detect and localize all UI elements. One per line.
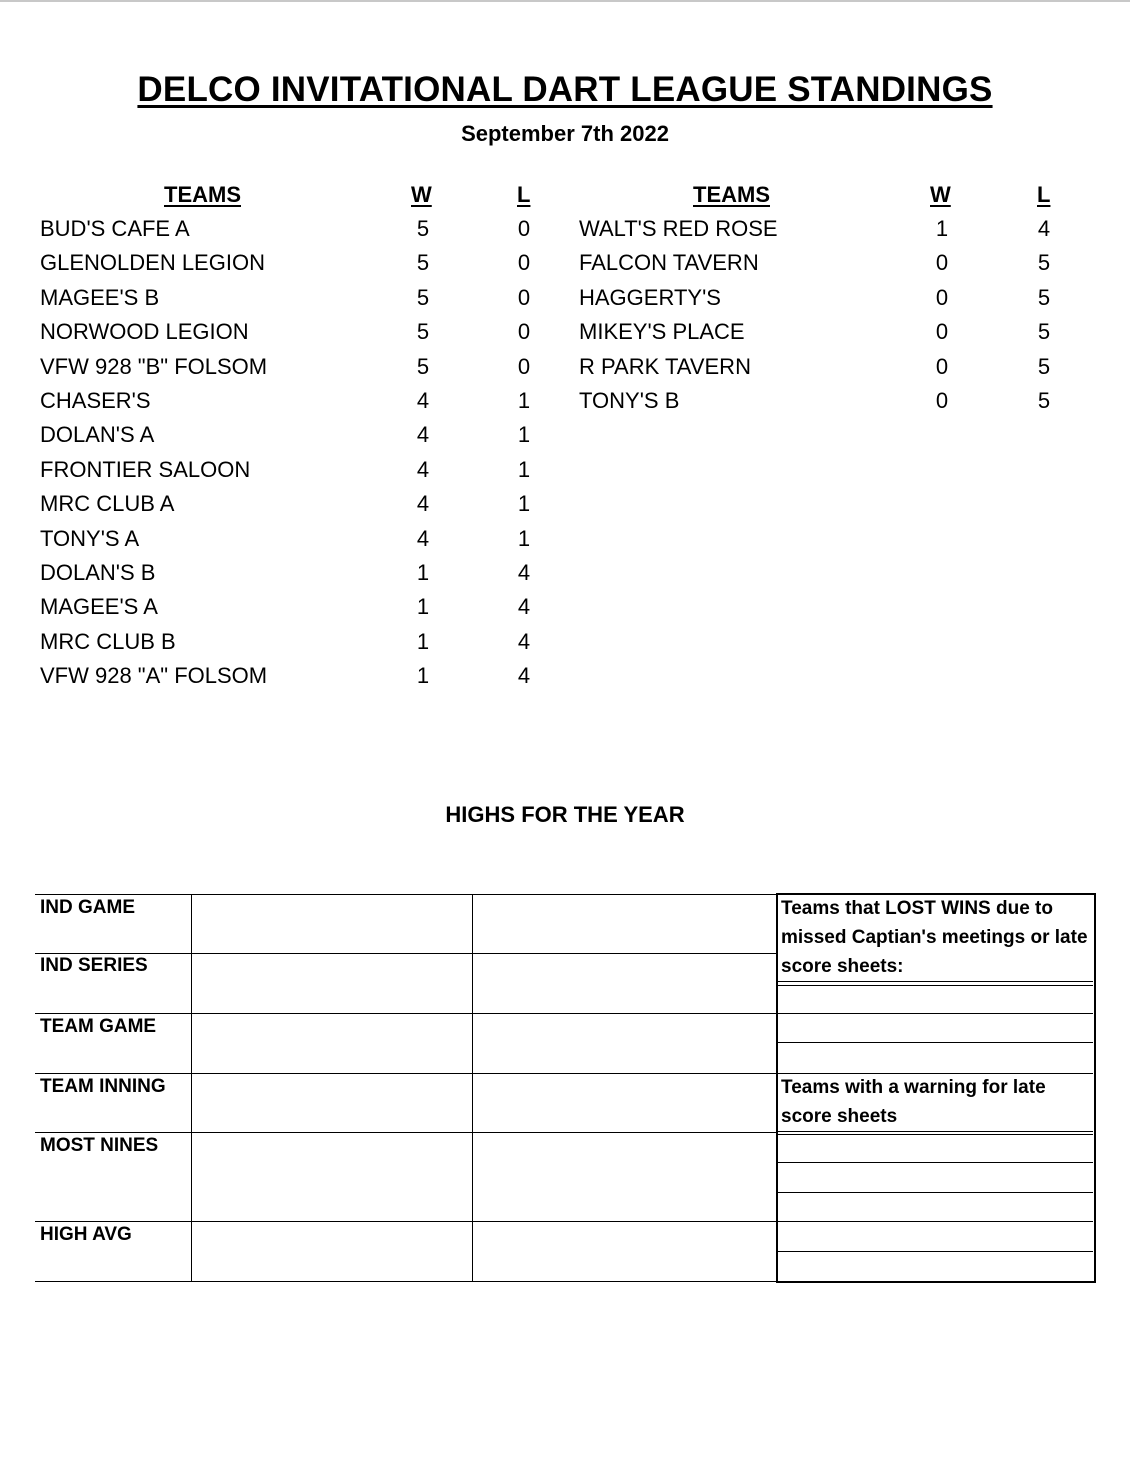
left-team-wins: 1 xyxy=(416,594,430,619)
right-team-wins: 0 xyxy=(935,354,949,379)
highs-line-top xyxy=(35,894,777,895)
left-team-losses: 0 xyxy=(517,319,531,344)
highs-line xyxy=(35,1132,777,1133)
page-date: September 7th 2022 xyxy=(461,121,669,146)
side-line xyxy=(778,1042,1093,1043)
left-team-name: TONY'S A xyxy=(40,526,140,551)
right-teams-header: TEAMS xyxy=(693,182,770,207)
highs-row-label: HIGH AVG xyxy=(40,1224,132,1245)
left-w-header: W xyxy=(411,182,432,207)
left-team-losses: 1 xyxy=(517,388,531,413)
side-line xyxy=(778,1192,1093,1193)
left-team-losses: 1 xyxy=(517,422,531,447)
left-team-wins: 1 xyxy=(416,560,430,585)
side-line xyxy=(778,1251,1093,1252)
side-line xyxy=(778,1162,1093,1163)
side-line xyxy=(778,985,1093,986)
right-team-name: R PARK TAVERN xyxy=(579,354,751,379)
side-line xyxy=(778,1131,1093,1132)
highs-line-bottom xyxy=(35,1281,777,1282)
left-team-wins: 1 xyxy=(416,663,430,688)
left-team-name: MAGEE'S A xyxy=(40,594,158,619)
left-team-wins: 4 xyxy=(416,422,430,447)
left-team-name: GLENOLDEN LEGION xyxy=(40,250,265,275)
warning-note: Teams with a warning for late score sheets xyxy=(781,1077,1046,1127)
right-team-name: HAGGERTY'S xyxy=(579,285,721,310)
right-team-wins: 0 xyxy=(935,388,949,413)
highs-col-divider xyxy=(472,894,473,1282)
left-team-losses: 0 xyxy=(517,354,531,379)
left-team-name: CHASER'S xyxy=(40,388,151,413)
right-l-header: L xyxy=(1037,182,1051,207)
highs-row-label: TEAM INNING xyxy=(40,1076,166,1097)
left-team-losses: 4 xyxy=(517,594,531,619)
right-team-name: TONY'S B xyxy=(579,388,680,413)
highs-row-label: TEAM GAME xyxy=(40,1016,157,1037)
left-team-wins: 4 xyxy=(416,526,430,551)
left-team-losses: 4 xyxy=(517,629,531,654)
right-team-wins: 0 xyxy=(935,250,949,275)
right-team-name: FALCON TAVERN xyxy=(579,250,759,275)
highs-line xyxy=(35,1073,777,1074)
right-team-wins: 0 xyxy=(935,285,949,310)
left-l-header: L xyxy=(517,182,531,207)
left-team-losses: 0 xyxy=(517,250,531,275)
right-team-losses: 5 xyxy=(1037,388,1051,413)
left-team-losses: 1 xyxy=(517,491,531,516)
left-team-wins: 5 xyxy=(416,250,430,275)
left-team-wins: 1 xyxy=(416,629,430,654)
left-team-losses: 4 xyxy=(517,560,531,585)
left-team-wins: 5 xyxy=(416,354,430,379)
highs-line xyxy=(35,1013,777,1014)
left-team-losses: 0 xyxy=(517,285,531,310)
left-team-losses: 1 xyxy=(517,526,531,551)
left-team-wins: 5 xyxy=(416,319,430,344)
page-title: DELCO INVITATIONAL DART LEAGUE STANDINGS xyxy=(137,70,993,109)
highs-row-label: IND GAME xyxy=(40,897,135,918)
left-team-wins: 4 xyxy=(416,388,430,413)
left-team-name: VFW 928 "B" FOLSOM xyxy=(40,354,268,379)
right-team-losses: 4 xyxy=(1037,216,1051,241)
left-team-losses: 1 xyxy=(517,457,531,482)
left-team-losses: 4 xyxy=(517,663,531,688)
right-team-losses: 5 xyxy=(1037,319,1051,344)
left-team-wins: 5 xyxy=(416,216,430,241)
highs-line xyxy=(35,953,777,954)
left-team-losses: 0 xyxy=(517,216,531,241)
left-team-name: FRONTIER SALOON xyxy=(40,457,251,482)
highs-title: HIGHS FOR THE YEAR xyxy=(445,802,685,827)
highs-row-label: MOST NINES xyxy=(40,1135,159,1156)
side-line xyxy=(778,1073,1093,1074)
left-team-wins: 4 xyxy=(416,491,430,516)
highs-row-label: IND SERIES xyxy=(40,955,148,976)
left-team-name: VFW 928 "A" FOLSOM xyxy=(40,663,268,688)
right-team-losses: 5 xyxy=(1037,285,1051,310)
left-team-name: MRC CLUB B xyxy=(40,629,176,654)
right-team-losses: 5 xyxy=(1037,354,1051,379)
side-line xyxy=(778,1221,1093,1222)
right-team-name: WALT'S RED ROSE xyxy=(579,216,778,241)
right-team-wins: 1 xyxy=(935,216,949,241)
left-team-name: BUD'S CAFE A xyxy=(40,216,190,241)
left-team-name: DOLAN'S B xyxy=(40,560,156,585)
side-line xyxy=(778,981,1093,982)
highs-line xyxy=(35,1221,777,1222)
right-w-header: W xyxy=(930,182,951,207)
right-team-name: MIKEY'S PLACE xyxy=(579,319,745,344)
left-team-name: MAGEE'S B xyxy=(40,285,160,310)
left-team-name: DOLAN'S A xyxy=(40,422,155,447)
left-team-wins: 5 xyxy=(416,285,430,310)
highs-col-divider xyxy=(191,894,192,1282)
side-line xyxy=(778,1134,1093,1135)
right-team-wins: 0 xyxy=(935,319,949,344)
left-team-wins: 4 xyxy=(416,457,430,482)
side-line xyxy=(778,1013,1093,1014)
top-rule xyxy=(0,0,1130,2)
left-teams-header: TEAMS xyxy=(164,182,241,207)
lost-wins-note: Teams that LOST WINS due to missed Captian's meetings or late score sheets: xyxy=(781,898,1088,977)
right-team-losses: 5 xyxy=(1037,250,1051,275)
left-team-name: NORWOOD LEGION xyxy=(40,319,249,344)
left-team-name: MRC CLUB A xyxy=(40,491,175,516)
